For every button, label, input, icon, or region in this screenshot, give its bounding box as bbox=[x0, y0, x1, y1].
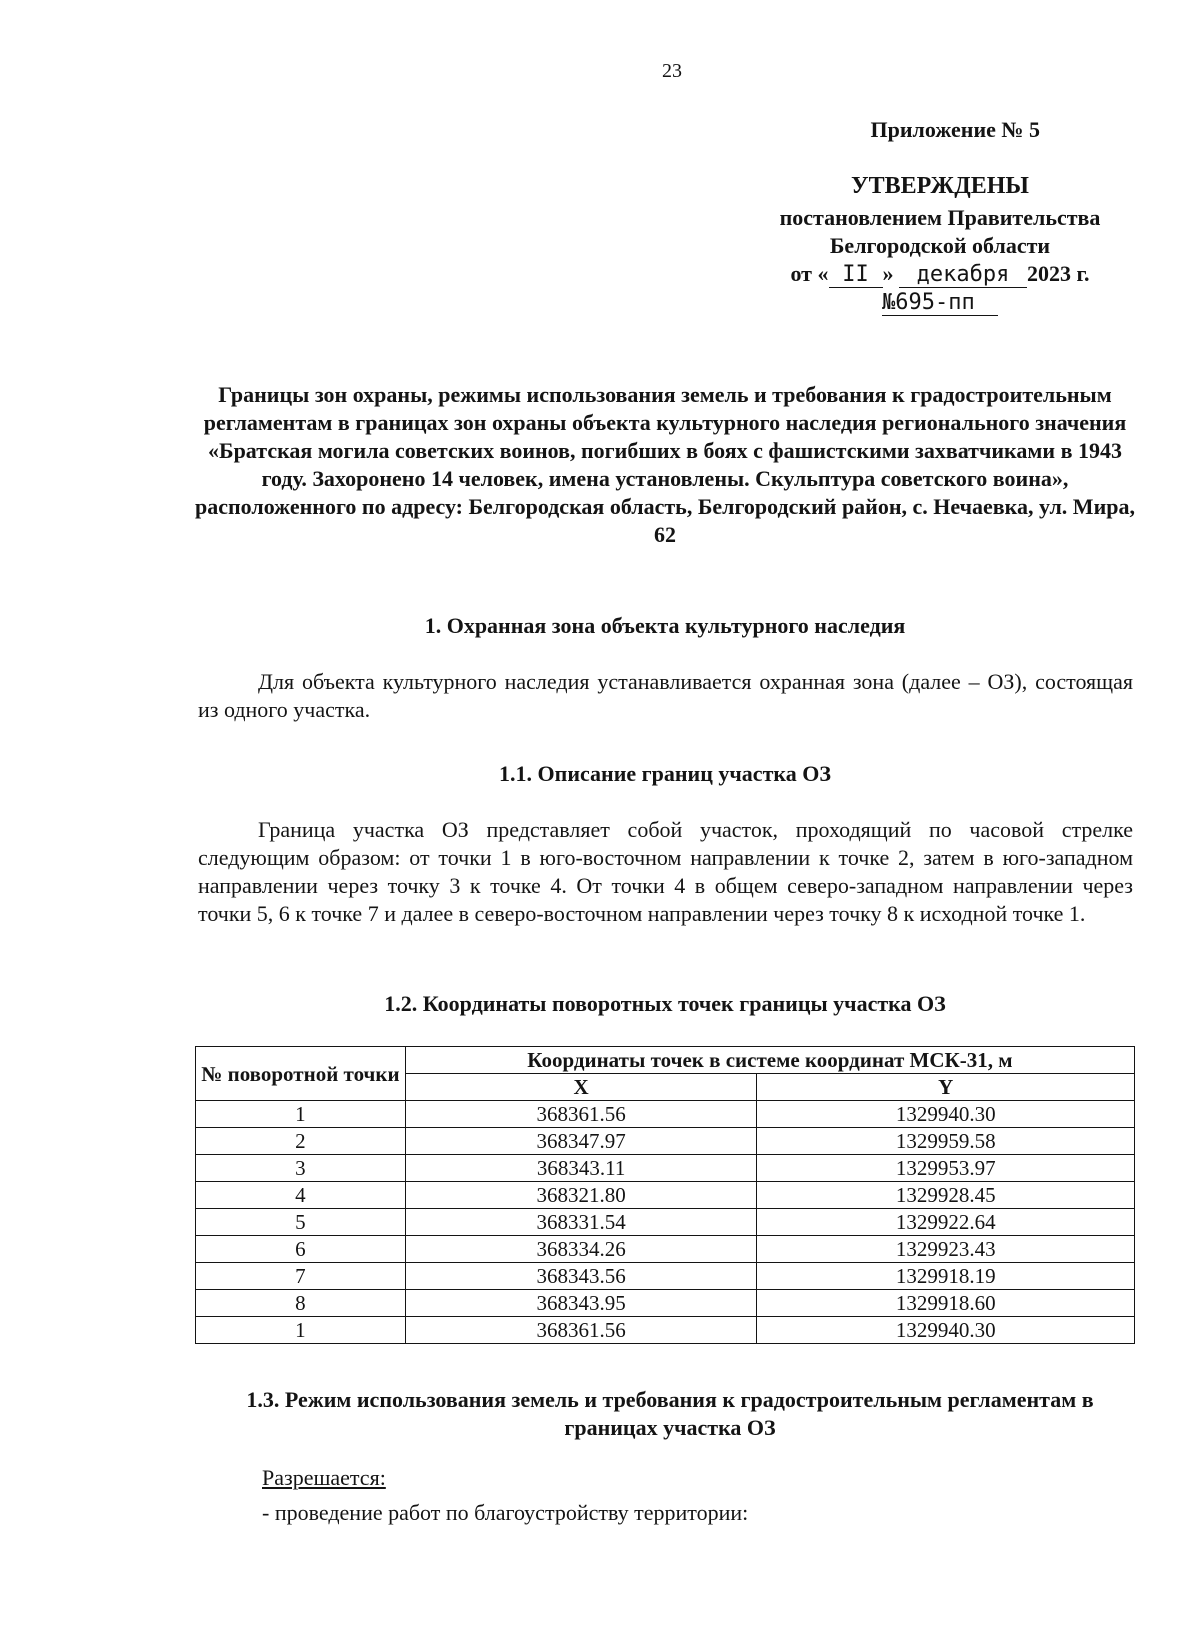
coord-y: 1329918.60 bbox=[757, 1290, 1135, 1317]
approval-line-2: Белгородской области bbox=[829, 233, 1051, 258]
coord-y: 1329918.19 bbox=[757, 1263, 1135, 1290]
header-y: Y bbox=[757, 1074, 1135, 1101]
approval-number-line bbox=[740, 288, 1140, 316]
point-number: 5 bbox=[196, 1209, 406, 1236]
section-1-1-text: Граница участка ОЗ представляет собой участок, проходящий по часовой стрелке следующим образом: от точки 1 в юго-восточном направлении к точке 2, затем в юго-западном направлении через точку 3 к точке 4. От точки 4 в общем северо-западном направлении через точки 5, 6 к точке 7 и далее в северо-восточном направлении через точку 8 к исходной точке 1. bbox=[198, 817, 1133, 926]
coord-x: 368343.56 bbox=[405, 1263, 757, 1290]
section-1-2-heading: 1.2. Координаты поворотных точек границы участка ОЗ bbox=[384, 991, 946, 1016]
section-1-1-heading: 1.1. Описание границ участка ОЗ bbox=[499, 761, 831, 786]
coord-y: 1329940.30 bbox=[757, 1101, 1135, 1128]
point-number: 7 bbox=[196, 1263, 406, 1290]
table-row bbox=[196, 1182, 1135, 1209]
document-title: Границы зон охраны, режимы использования земель и требования к градостроительным регламентам в границах зон охраны объекта культурного наследия регионального значения «Братская могила советских воинов, погибших в боях с фашистскими захватчиками в 1943 году. Захоронено 14 человек, имена установлены. Скульптура советского воина», расположенного по адресу: Белгородская область, Белгородский район, с. Нечаевка, ул. Мира, 62 bbox=[195, 382, 1135, 547]
coord-x: 368343.95 bbox=[405, 1290, 757, 1317]
approval-line-1: постановлением Правительства bbox=[779, 205, 1101, 230]
coord-y: 1329928.45 bbox=[757, 1182, 1135, 1209]
section-1-heading: 1. Охранная зона объекта культурного наследия bbox=[424, 613, 906, 638]
table-row bbox=[196, 1209, 1135, 1236]
table-row bbox=[196, 1263, 1135, 1290]
section-1-3-heading: 1.3. Режим использования земель и требования к градостроительным регламентам в границах участка ОЗ bbox=[246, 1387, 1094, 1440]
coord-x: 368334.26 bbox=[405, 1236, 757, 1263]
coord-x: 368347.97 bbox=[405, 1128, 757, 1155]
date-month: декабря bbox=[899, 263, 1027, 288]
approval-block bbox=[740, 116, 1140, 316]
coord-x: 368321.80 bbox=[405, 1182, 757, 1209]
table-row bbox=[196, 1155, 1135, 1182]
point-number: 4 bbox=[196, 1182, 406, 1209]
point-number: 3 bbox=[196, 1155, 406, 1182]
allowed-item: - проведение работ по благоустройству территории: bbox=[262, 1500, 749, 1525]
date-year: 2023 г. bbox=[1027, 261, 1090, 286]
allowed-label: Разрешается: bbox=[262, 1465, 386, 1490]
point-number: 8 bbox=[196, 1290, 406, 1317]
point-number: 1 bbox=[196, 1101, 406, 1128]
date-prefix: от « bbox=[790, 261, 829, 286]
coord-x: 368361.56 bbox=[405, 1317, 757, 1344]
coord-y: 1329923.43 bbox=[757, 1236, 1135, 1263]
page-number: 23 bbox=[662, 60, 682, 82]
approved-label: УТВЕРЖДЕНЫ bbox=[851, 173, 1029, 199]
coord-x: 368331.54 bbox=[405, 1209, 757, 1236]
coord-y: 1329959.58 bbox=[757, 1128, 1135, 1155]
table-row bbox=[196, 1317, 1135, 1344]
table-row bbox=[196, 1236, 1135, 1263]
coord-y: 1329953.97 bbox=[757, 1155, 1135, 1182]
table-row bbox=[196, 1290, 1135, 1317]
coord-x: 368343.11 bbox=[405, 1155, 757, 1182]
point-number: 6 bbox=[196, 1236, 406, 1263]
date-day: II bbox=[829, 263, 883, 288]
approval-date bbox=[740, 260, 1140, 288]
coord-x: 368361.56 bbox=[405, 1101, 757, 1128]
point-number: 1 bbox=[196, 1317, 406, 1344]
section-1-text: Для объекта культурного наследия устанавливается охранная зона (далее – ОЗ), состоящая из одного участка. bbox=[198, 669, 1133, 722]
table-row bbox=[196, 1128, 1135, 1155]
table-row bbox=[196, 1101, 1135, 1128]
annex-label: Приложение № 5 bbox=[870, 117, 1040, 142]
coord-y: 1329922.64 bbox=[757, 1209, 1135, 1236]
header-x: X bbox=[405, 1074, 757, 1101]
date-mid: » bbox=[882, 261, 894, 286]
document-number: №695-пп bbox=[882, 291, 998, 316]
header-point-number: № поворотной точки bbox=[196, 1047, 406, 1101]
coordinates-table bbox=[195, 1046, 1135, 1344]
point-number: 2 bbox=[196, 1128, 406, 1155]
header-coordinates: Координаты точек в системе координат МСК-31, м bbox=[405, 1047, 1134, 1074]
coord-y: 1329940.30 bbox=[757, 1317, 1135, 1344]
